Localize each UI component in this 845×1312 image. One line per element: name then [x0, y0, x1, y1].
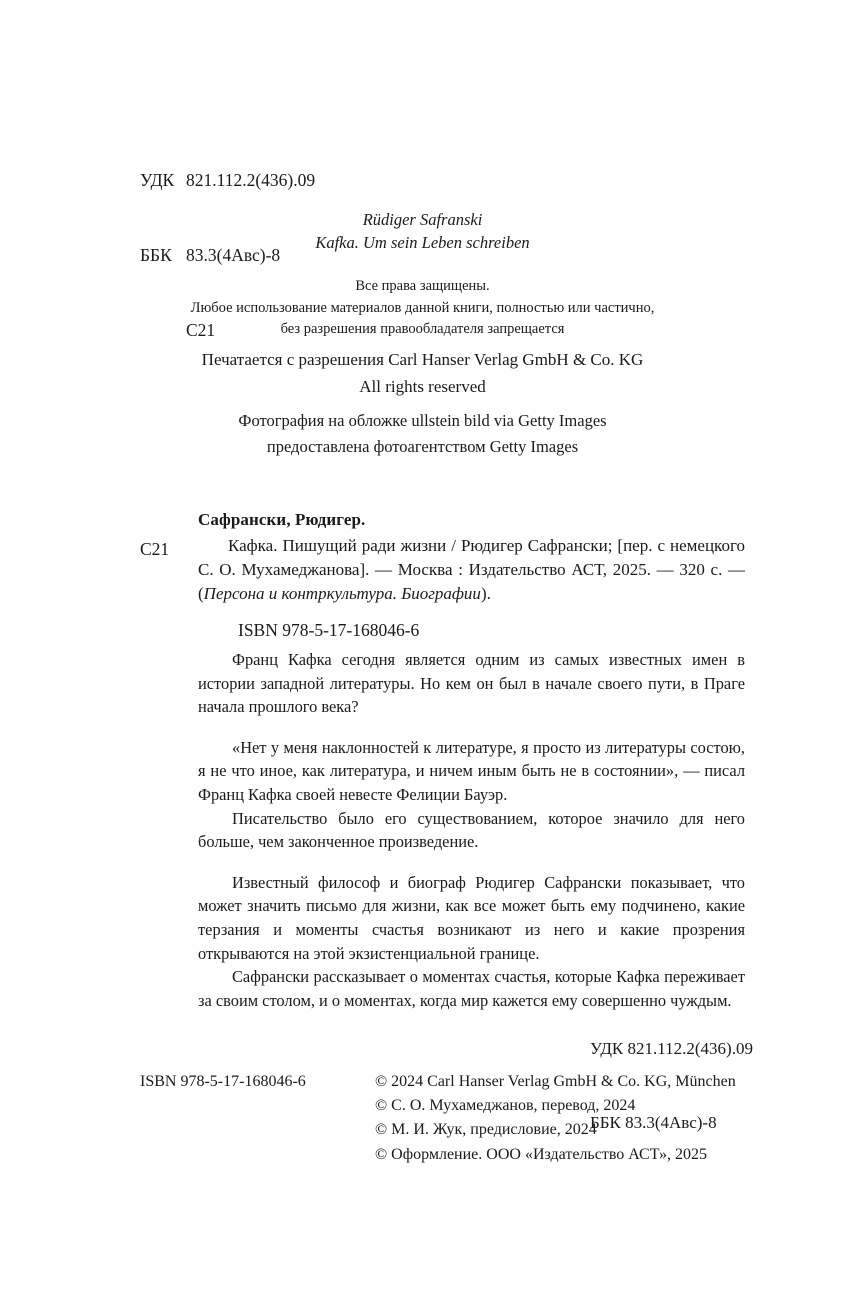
footer-copyright-block: [375, 1070, 736, 1167]
photo-credit-line-2: предоставлена фотоагентством Getty Images: [266, 437, 579, 456]
annotation-block: [198, 648, 745, 1012]
classification-value-bbk: 83.3(4Авс)-8: [186, 245, 281, 265]
cip-series-title: Персона и контркультура. Биографии: [203, 584, 481, 603]
classification-bottom-udk: УДК 821.112.2(436).09: [590, 1039, 753, 1058]
photo-credit-block: [0, 408, 845, 460]
permission-line-2: All rights reserved: [359, 377, 486, 396]
annotation-paragraph-2: «Нет у меня наклонностей к литературе, я просто из литературы состою, я не что иное, как литература, и ничем иным быть не в состоянии», — писал Франц Кафка своей невесте Фелиции Бауэр.: [198, 737, 745, 804]
classification-label-bbk: ББК: [140, 245, 172, 265]
original-edition-block: [0, 208, 845, 254]
rights-notice-line-3: без разрешения правообладателя запрещается: [280, 321, 565, 337]
footer-isbn: ISBN 978-5-17-168046-6: [140, 1073, 306, 1090]
cip-description-part-1: Кафка. Пишущий ради жизни / Рюдигер Сафрански; [пер. с немецкого С. О. Мухамеджанова]. — Москва : Издательство АСТ, 2025. — 320 с. — (: [198, 536, 745, 603]
cip-author-mark: С21: [140, 539, 170, 559]
cip-description: [198, 534, 745, 606]
classification-label-udk: УДК: [140, 170, 175, 190]
annotation-paragraph-4: Известный философ и биограф Рюдигер Сафрански показывает, что может значить письмо для жизни, как все может быть ему подчинено, какие терзания и моменты счастья возникают из него и какие прозрения открываются на этой экзистенциальной границе.: [198, 872, 745, 963]
classification-bottom-bbk: ББК 83.3(4Авс)-8: [590, 1112, 717, 1132]
copyright-line-publisher: © 2024 Carl Hanser Verlag GmbH & Co. KG, München: [375, 1073, 736, 1090]
copyright-line-translator: © С. О. Мухамеджанов, перевод, 2024: [375, 1097, 636, 1115]
cip-body: [198, 508, 745, 606]
rights-notice-line-2: Любое использование материалов данной книги, полностью или частично,: [190, 299, 655, 316]
cip-record: [140, 508, 745, 606]
original-author: Rüdiger Safranski: [362, 210, 483, 229]
photo-credit-line-1: Фотография на обложке ullstein bild via Getty Images: [238, 411, 607, 430]
isbn-main: ISBN 978-5-17-168046-6: [238, 620, 420, 640]
cip-author-name: Сафрански, Рюдигер.: [198, 510, 366, 529]
annotation-paragraph-1: Франц Кафка сегодня является одним из самых известных имен в истории западной литературы. Но кем он был в начале своего пути, в Праге начала прошлого века?: [198, 650, 745, 717]
annotation-paragraph-3: Писательство было его существованием, которое значило для него больше, чем законченное произведение.: [198, 808, 745, 852]
permission-block: [0, 346, 845, 400]
classification-row-udk: [140, 168, 315, 193]
permission-line-1: Печатается с разрешения Carl Hanser Verlag GmbH & Co. KG: [201, 350, 644, 369]
cip-description-part-2: ).: [480, 584, 491, 603]
annotation-paragraph-5: Сафрански рассказывает о моментах счастья, которые Кафка переживает за своим столом, и о моментах, когда мир кажется ему совершенно чуждым.: [198, 967, 745, 1010]
copyright-line-foreword: © М. И. Жук, предисловие, 2024: [375, 1121, 597, 1139]
classification-value-author-mark: С21: [186, 320, 216, 340]
rights-notice-line-1: Все права защищены.: [355, 278, 490, 294]
rights-notice-block: [0, 276, 845, 341]
original-title: Kafka. Um sein Leben schreiben: [315, 233, 530, 252]
classification-value-udk: 821.112.2(436).09: [186, 170, 316, 190]
copyright-line-design: © Оформление. ООО «Издательство АСТ», 2025: [375, 1145, 708, 1163]
